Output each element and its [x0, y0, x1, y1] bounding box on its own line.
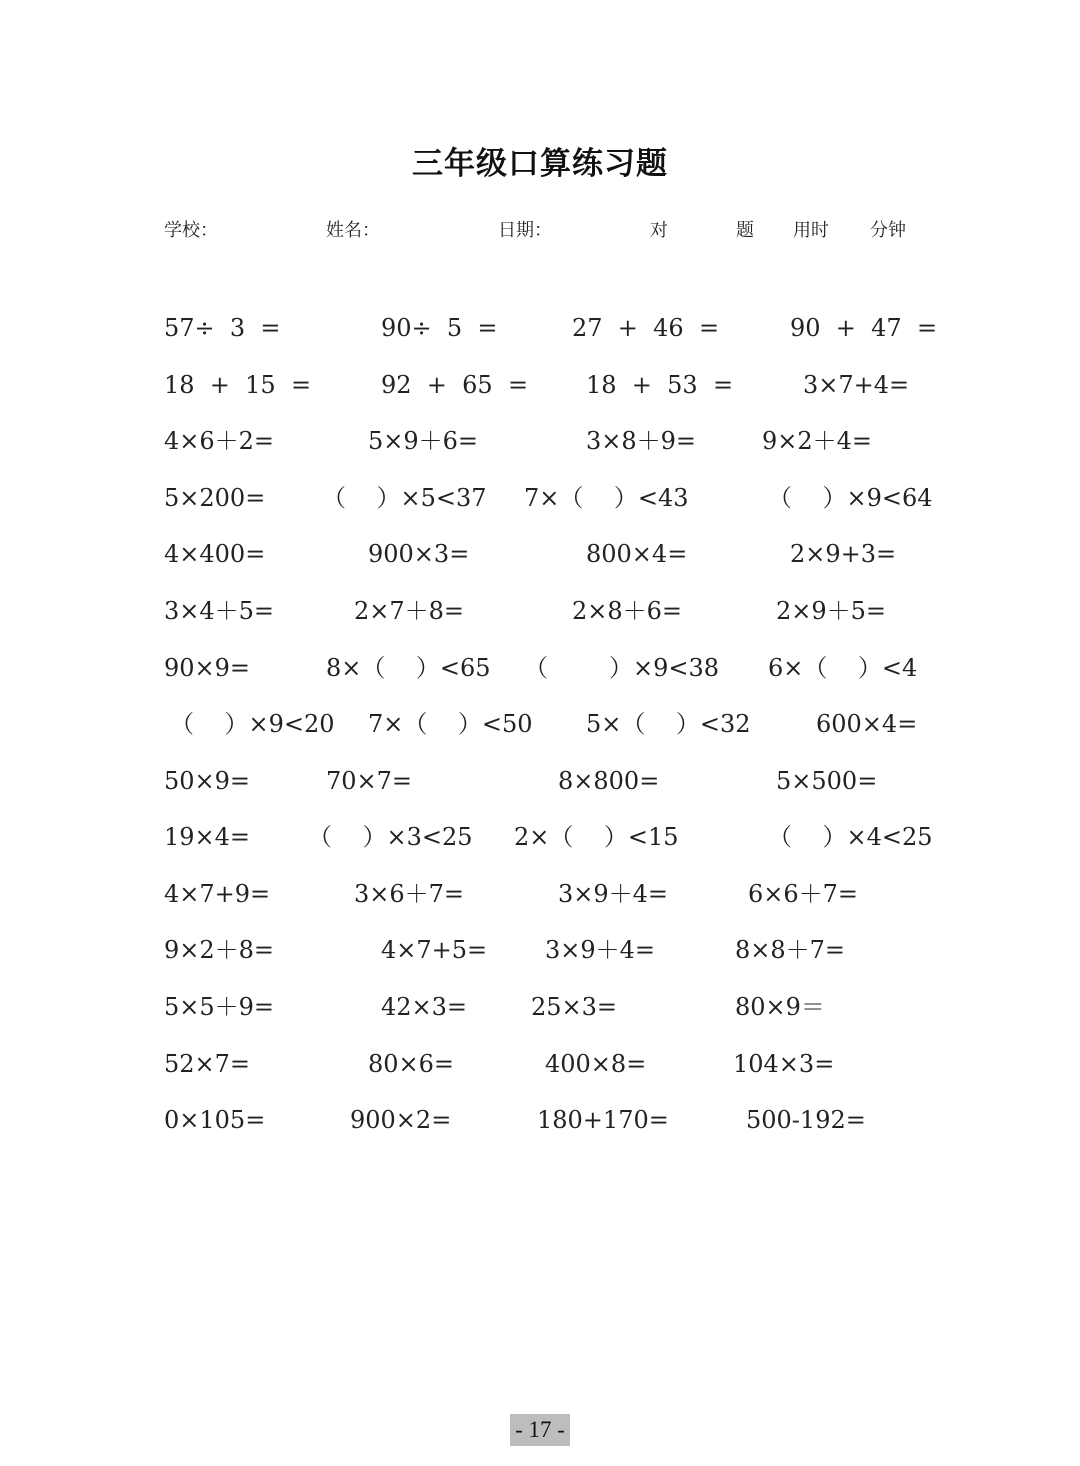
problem-r10-c4: （ ）×4<25 — [768, 823, 933, 851]
problem-r3-c2: 5×9＋6= — [368, 427, 479, 455]
problem-r5-c4: 2×9+3= — [790, 540, 897, 568]
problem-r14-c3: 400×8= — [545, 1050, 647, 1078]
page-number: - 17 - — [510, 1414, 570, 1446]
problem-r1-c3: 27 + 46 = — [572, 314, 720, 342]
problem-r2-c2: 92 + 65 = — [381, 371, 529, 399]
problem-r9-c3: 8×800= — [558, 767, 660, 795]
problem-r2-c4: 3×7+4= — [803, 371, 910, 399]
problem-r8-c1: （ ）×9<20 — [170, 710, 335, 738]
problem-r7-c4: 6×（ ）<4 — [768, 654, 918, 682]
problem-r4-c2: （ ）×5<37 — [322, 484, 487, 512]
problem-r1-c1: 57÷ 3 = — [164, 314, 281, 342]
minutes-label: 分钟 — [870, 220, 906, 241]
problem-r4-c3: 7×（ ）<43 — [524, 484, 689, 512]
problem-r12-c1: 9×2＋8= — [164, 936, 275, 964]
problem-r15-c4: 500-192= — [746, 1106, 866, 1134]
date-label: 日期： — [498, 220, 552, 241]
problem-r4-c4: （ ）×9<64 — [768, 484, 933, 512]
problem-r14-c2: 80×6= — [368, 1050, 455, 1078]
problem-r12-c3: 3×9＋4= — [545, 936, 656, 964]
problem-r13-c4: 80×9＝ — [735, 993, 825, 1021]
problem-r1-c2: 90÷ 5 = — [381, 314, 498, 342]
problem-r14-c4: 104×3= — [733, 1050, 835, 1078]
problem-r5-c3: 800×4= — [586, 540, 688, 568]
problem-r15-c1: 0×105= — [164, 1106, 266, 1134]
name-label: 姓名： — [326, 220, 380, 241]
problem-r11-c1: 4×7+9= — [164, 880, 271, 908]
problem-r13-c3: 25×3= — [531, 993, 618, 1021]
time-used-label: 用时 — [793, 220, 829, 241]
correct-label: 对 — [650, 220, 668, 241]
problem-r4-c1: 5×200= — [164, 484, 266, 512]
problem-r5-c2: 900×3= — [368, 540, 470, 568]
problem-r3-c3: 3×8＋9= — [586, 427, 697, 455]
problem-r7-c2: 8×（ ）<65 — [326, 654, 491, 682]
page-title: 三年级口算练习题 — [412, 146, 668, 182]
problem-r11-c3: 3×9＋4= — [558, 880, 669, 908]
problem-r15-c3: 180+170= — [537, 1106, 669, 1134]
problem-r11-c2: 3×6＋7= — [354, 880, 465, 908]
problem-r8-c4: 600×4= — [816, 710, 918, 738]
school-label: 学校： — [164, 220, 218, 241]
problem-r13-c2: 42×3= — [381, 993, 468, 1021]
problem-r1-c4: 90 + 47 = — [790, 314, 938, 342]
problem-r9-c1: 50×9= — [164, 767, 251, 795]
problem-r9-c4: 5×500= — [776, 767, 878, 795]
problem-r10-c3: 2×（ ）<15 — [514, 823, 679, 851]
problem-r10-c1: 19×4= — [164, 823, 251, 851]
problem-r3-c1: 4×6＋2= — [164, 427, 275, 455]
problem-r8-c3: 5×（ ）<32 — [586, 710, 751, 738]
problem-r12-c4: 8×8＋7= — [735, 936, 846, 964]
problem-r7-c1: 90×9= — [164, 654, 251, 682]
problem-r2-c1: 18 + 15 = — [164, 371, 312, 399]
problem-r2-c3: 18 + 53 = — [586, 371, 734, 399]
problem-r6-c3: 2×8＋6= — [572, 597, 683, 625]
questions-label: 题 — [736, 220, 754, 241]
problem-r15-c2: 900×2= — [350, 1106, 452, 1134]
problem-r6-c4: 2×9＋5= — [776, 597, 887, 625]
problem-r3-c4: 9×2＋4= — [762, 427, 873, 455]
problem-r6-c2: 2×7＋8= — [354, 597, 465, 625]
problem-r7-c3: （ ）×9<38 — [524, 654, 720, 682]
problem-r9-c2: 70×7= — [326, 767, 413, 795]
problem-r5-c1: 4×400= — [164, 540, 266, 568]
problem-r6-c1: 3×4＋5= — [164, 597, 275, 625]
problem-r14-c1: 52×7= — [164, 1050, 251, 1078]
problem-r11-c4: 6×6＋7= — [748, 880, 859, 908]
problem-r8-c2: 7×（ ）<50 — [368, 710, 533, 738]
problem-r10-c2: （ ）×3<25 — [308, 823, 473, 851]
problem-r13-c1: 5×5＋9= — [164, 993, 275, 1021]
problem-r12-c2: 4×7+5= — [381, 936, 488, 964]
